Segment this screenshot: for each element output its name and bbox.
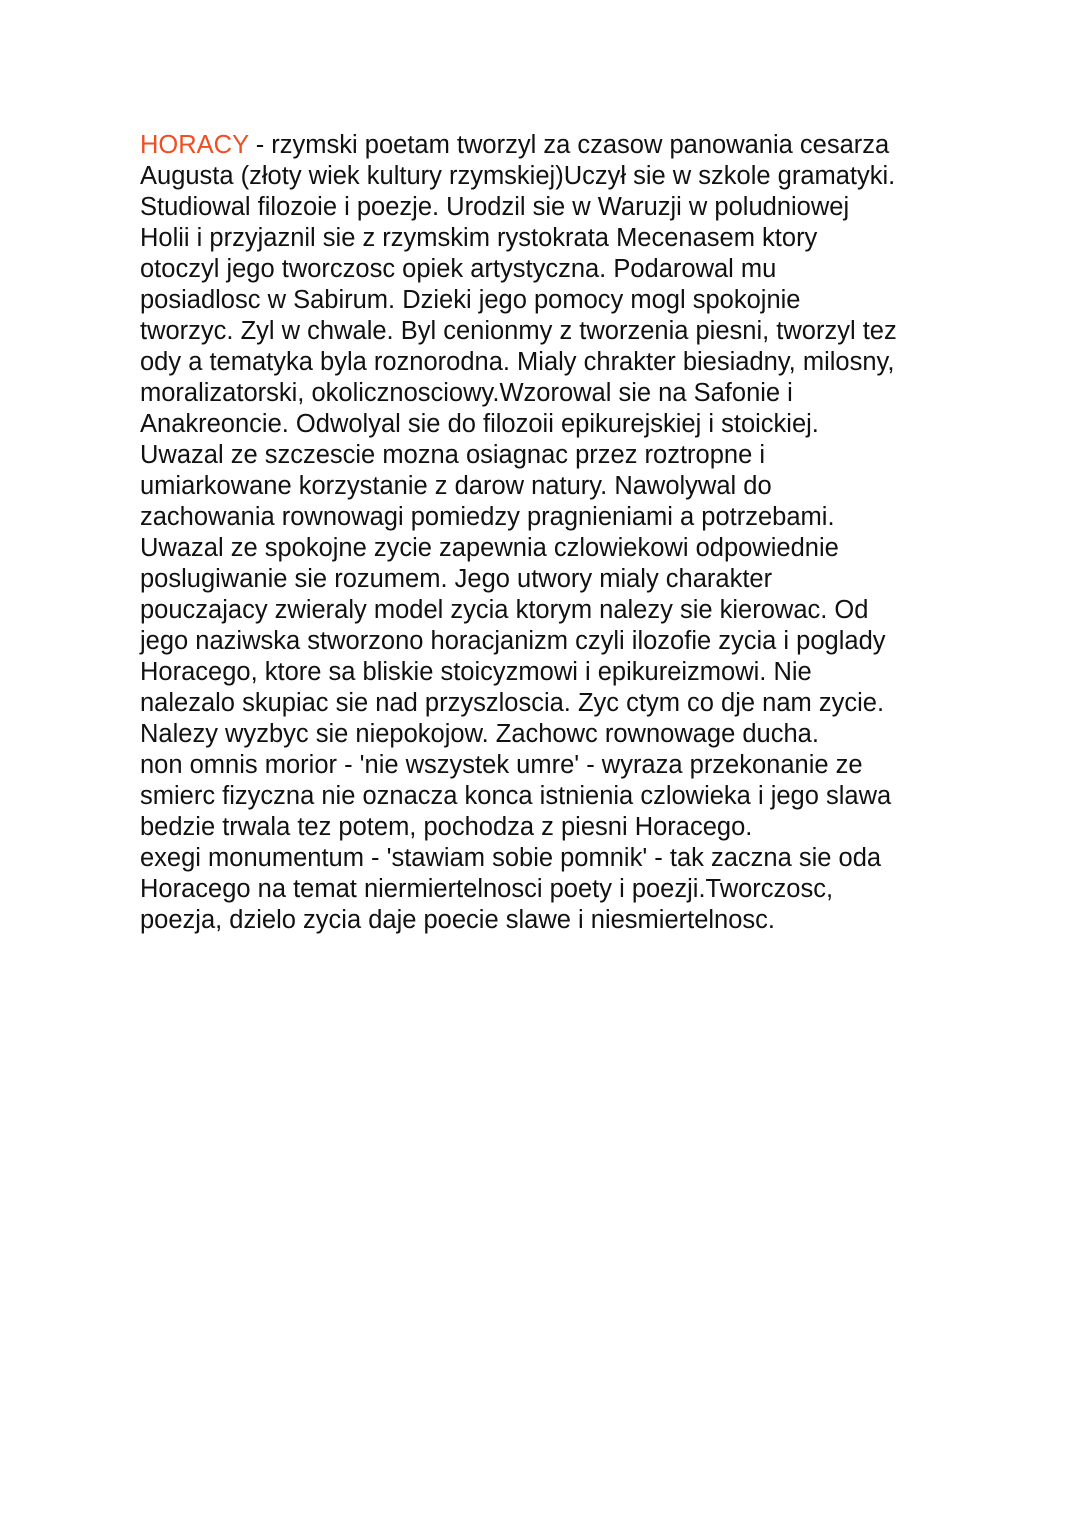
text-line: Nalezy wyzbyc sie niepokojow. Zachowc rownowage ducha.	[140, 720, 819, 748]
text-line: Uwazal ze szczescie mozna osiagnac przez roztropne i	[140, 441, 766, 469]
text-line: moralizatorski, okolicznosciowy.Wzorowal sie na Safonie i	[140, 379, 793, 407]
text-line: Horacego na temat niermiertelnosci poety i poezji.Tworczosc,	[140, 875, 834, 903]
text-line: Horacego, ktore sa bliskie stoicyzmowi i epikureizmowi. Nie	[140, 658, 812, 686]
text-line: Holii i przyjaznil sie z rzymskim rystokrata Mecenasem ktory	[140, 224, 818, 252]
text-line: nalezalo skupiac sie nad przyszloscia. Zyc ctym co dje nam zycie.	[140, 689, 885, 717]
text-line: zachowania rownowagi pomiedzy pragnieniami a potrzebami.	[140, 503, 835, 531]
text-line: smierc fizyczna nie oznacza konca istnienia czlowieka i jego slawa	[140, 782, 892, 810]
text-line: Studiowal filozoie i poezje. Urodzil sie w Waruzji w poludniowej	[140, 193, 850, 221]
text-line: jego naziwska stworzono horacjanizm czyli ilozofie zycia i poglady	[140, 627, 886, 655]
text-line: poezja, dzielo zycia daje poecie slawe i niesmiertelnosc.	[140, 906, 775, 934]
text-line: ody a tematyka byla roznorodna. Mialy chrakter biesiadny, milosny,	[140, 348, 895, 376]
text-line: Anakreoncie. Odwolyal sie do filozoii epikurejskiej i stoickiej.	[140, 410, 819, 438]
text-line: pouczajacy zwieraly model zycia ktorym nalezy sie kierowac. Od	[140, 596, 869, 624]
text-line-content: - rzymski poetam tworzyl za czasow panowania cesarza	[248, 131, 890, 159]
text-line: poslugiwanie sie rozumem. Jego utwory mialy charakter	[140, 565, 773, 593]
text-line	[140, 130, 1040, 161]
text-line: exegi monumentum - 'stawiam sobie pomnik' - tak zaczna sie oda	[140, 844, 882, 872]
text-line: Uwazal ze spokojne zycie zapewnia czlowiekowi odpowiednie	[140, 534, 839, 562]
text-line: tworzyc. Zyl w chwale. Byl cenionmy z tworzenia piesni, tworzyl tez	[140, 317, 897, 345]
text-line: bedzie trwala tez potem, pochodza z piesni Horacego.	[140, 813, 753, 841]
heading-word: HORACY	[140, 131, 249, 159]
text-line: otoczyl jego tworczosc opiek artystyczna. Podarowal mu	[140, 255, 777, 283]
body-text	[140, 130, 1040, 936]
text-line: non omnis morior - 'nie wszystek umre' - wyraza przekonanie ze	[140, 751, 863, 779]
text-line: posiadlosc w Sabirum. Dzieki jego pomocy mogl spokojnie	[140, 286, 801, 314]
text-line: Augusta (złoty wiek kultury rzymskiej)Uczył sie w szkole gramatyki.	[140, 162, 896, 190]
text-line: umiarkowane korzystanie z darow natury. Nawolywal do	[140, 472, 772, 500]
